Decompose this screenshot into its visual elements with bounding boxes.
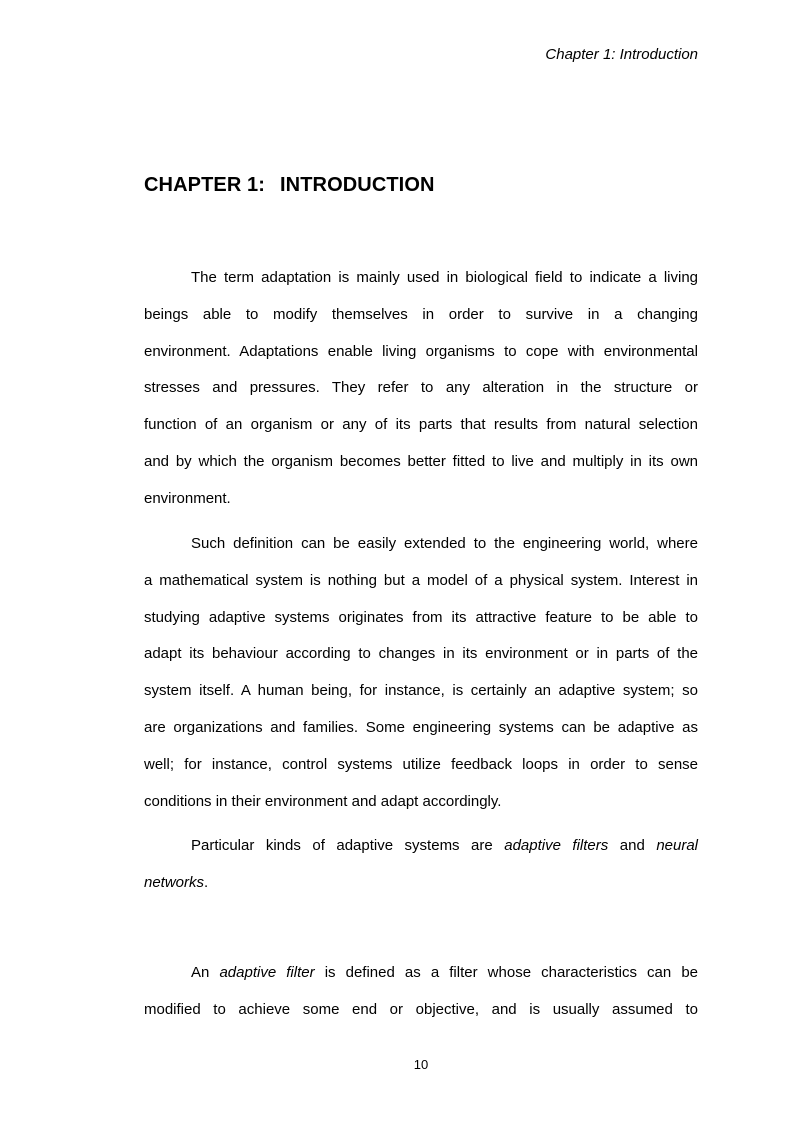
text-line: a mathematical system is nothing but a model of a physical system. Interest in (144, 571, 698, 589)
text-line: well; for instance, control systems utilize feedback loops in order to sense (144, 755, 698, 773)
text-line: stresses and pressures. They refer to any alteration in the structure or (144, 379, 698, 397)
text-line: modified to achieve some end or objective, and is usually assumed to (144, 1000, 698, 1018)
text-line: studying adaptive systems originates from its attractive feature to be able to (144, 608, 698, 626)
text-run: and (619, 837, 645, 854)
text-line: are organizations and families. Some engineering systems can be adaptive as (144, 718, 698, 736)
chapter-title: INTRODUCTION (280, 174, 435, 196)
term-adaptive-filter: adaptive filter (219, 964, 315, 981)
text-line: beings able to modify themselves in order to survive in a changing (144, 305, 698, 323)
text-line: Such definition can be easily extended to the engineering world, where (191, 535, 698, 552)
paragraph-adaptive-filter (144, 955, 698, 1029)
term-networks: networks (144, 873, 205, 891)
page-number: 10 (413, 1057, 429, 1072)
text-run: An (191, 964, 210, 981)
text-line: environment. Adaptations enable living organisms to cope with environmental (144, 342, 698, 360)
text-line (144, 828, 698, 865)
text-line (144, 865, 698, 902)
text-line (144, 955, 698, 992)
text-line: adapt its behaviour according to changes in its environment or in parts of the (144, 645, 698, 663)
text-line: conditions in their environment and adapt accordingly. (144, 792, 502, 810)
term-neural: neural (656, 837, 699, 854)
text-run: Particular kinds of adaptive systems are (191, 837, 493, 854)
text-run: is defined as a filter whose characteristics can be (324, 964, 699, 981)
text-line: system itself. A human being, for instance, is certainly an adaptive system; so (144, 682, 698, 700)
paragraph-adaptation-definition (144, 260, 698, 518)
chapter-label: CHAPTER 1: (144, 174, 266, 196)
chapter-heading (144, 174, 435, 197)
paragraph-engineering-extension (144, 526, 698, 820)
running-header: Chapter 1: Introduction (545, 46, 698, 63)
text-run: . (204, 873, 209, 891)
text-line: environment. (144, 489, 231, 507)
term-adaptive-filters: adaptive filters (504, 837, 609, 854)
text-line: The term adaptation is mainly used in biological field to indicate a living (191, 269, 698, 286)
text-line: and by which the organism becomes better fitted to live and multiply in its own (144, 452, 698, 470)
text-line: function of an organism or any of its parts that results from natural selection (144, 416, 698, 434)
paragraph-adaptive-kinds (144, 828, 698, 902)
